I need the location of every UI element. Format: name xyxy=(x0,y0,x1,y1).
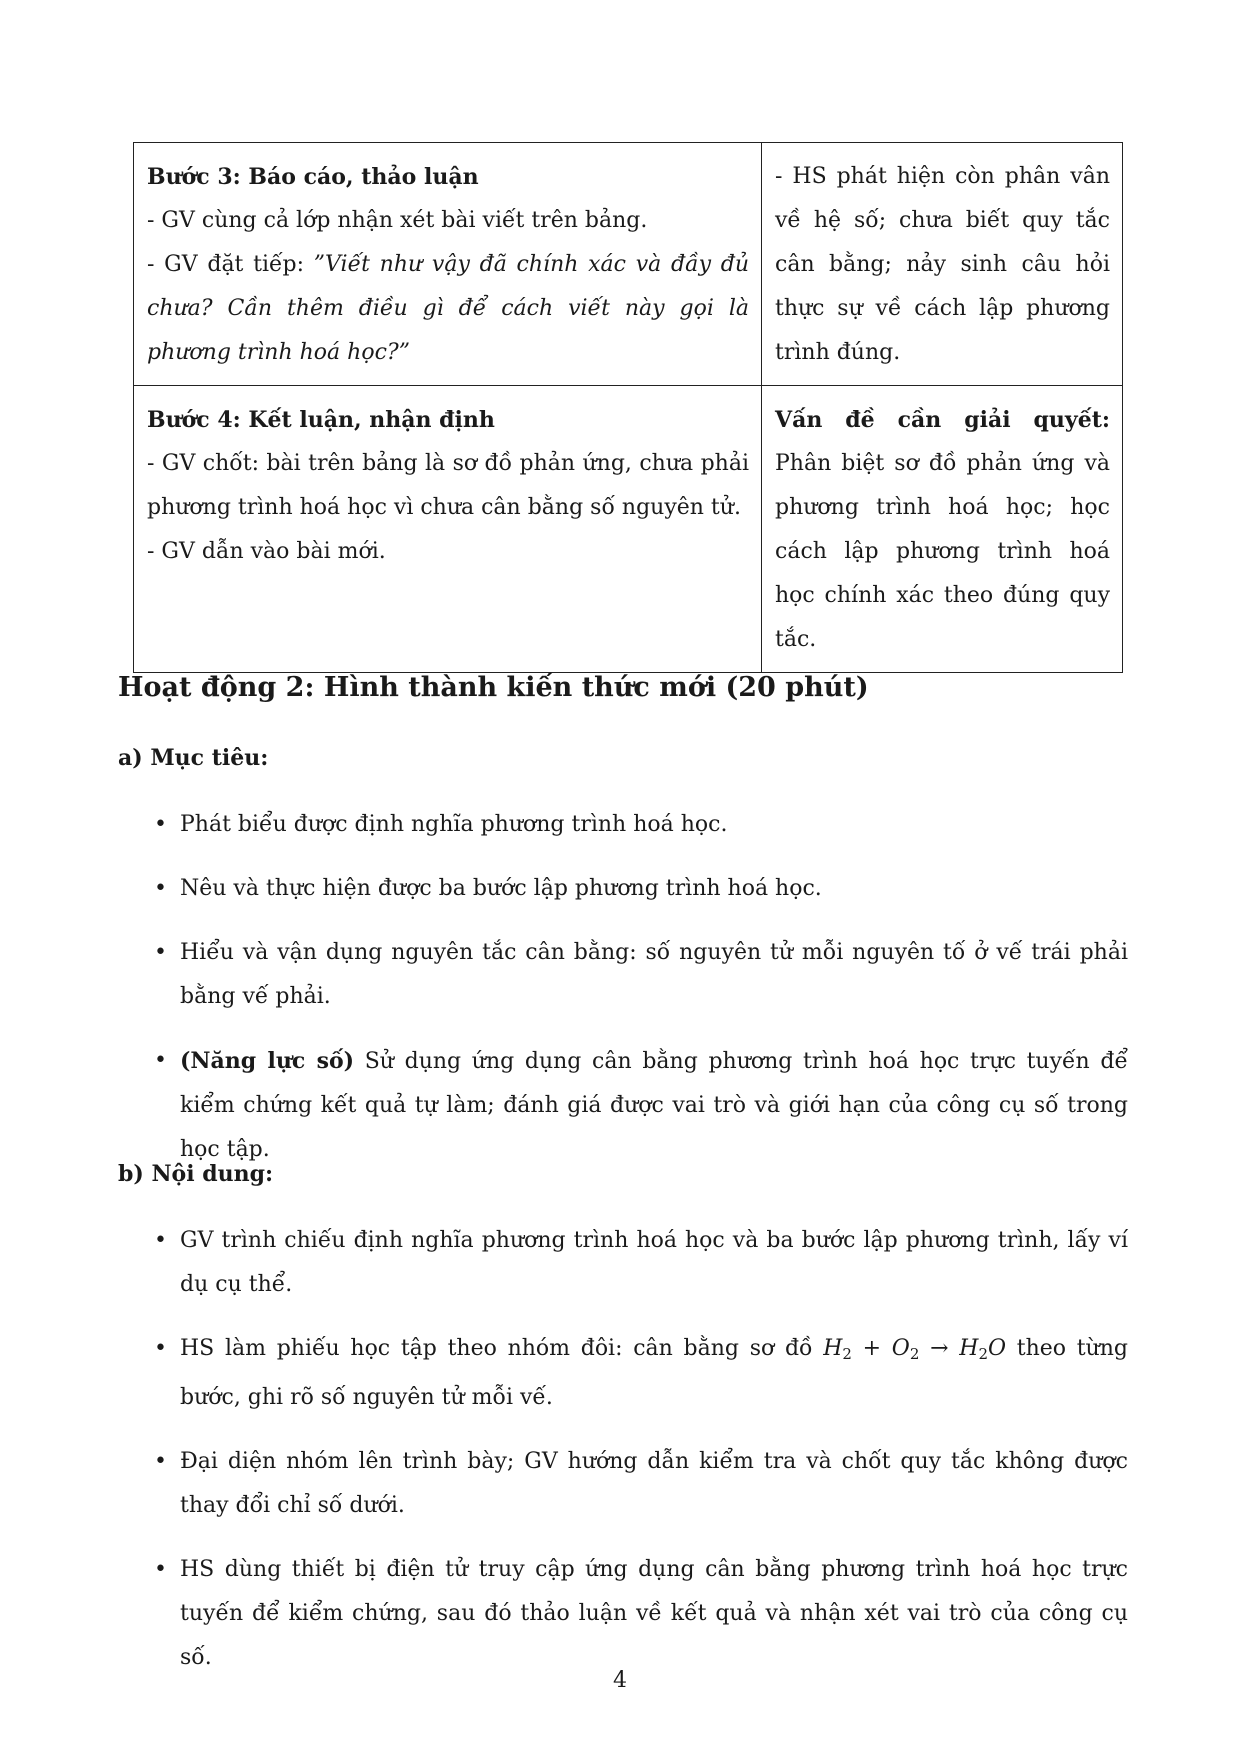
content-title: b) Nội dung: xyxy=(118,1161,274,1187)
table-row xyxy=(134,143,1123,386)
bullet-icon: • xyxy=(154,1048,167,1073)
step-3-line-2 xyxy=(147,243,749,375)
list-item-text: Sử dụng ứng dụng cân bằng phương trình hoá học trực tuyến để kiểm chứng kết quả tự làm; đánh giá được vai trò và giới hạn của công cụ số trong học tập. xyxy=(180,1049,1128,1162)
eq-arrow: → xyxy=(919,1336,960,1361)
eq-o: O xyxy=(987,1336,1007,1361)
eq-o: O xyxy=(891,1336,910,1361)
step-4-title: Bước 4: Kết luận, nhận định xyxy=(147,407,495,433)
activity-table xyxy=(133,142,1123,673)
table-cell-left xyxy=(134,143,762,386)
eq-sub: 2 xyxy=(978,1345,988,1363)
step-3-title: Bước 3: Báo cáo, thảo luận xyxy=(147,164,479,190)
eq-h: H xyxy=(959,1336,979,1361)
table-row xyxy=(134,386,1123,673)
step-3-outcome: - HS phát hiện còn phân vân về hệ số; chưa biết quy tắc cân bằng; nảy sinh câu hỏi thực sự về cách lập phương trình đúng. xyxy=(775,164,1110,365)
list-item-text: Hiểu và vận dụng nguyên tắc cân bằng: số nguyên tử mỗi nguyên tố ở vế trái phải bằng vế phải. xyxy=(180,940,1128,1009)
list-item-text: GV trình chiếu định nghĩa phương trình hoá học và ba bước lập phương trình, lấy ví dụ cụ thể. xyxy=(180,1228,1128,1297)
step-4-line-1: - GV chốt: bài trên bảng là sơ đồ phản ứng, chưa phải phương trình hoá học vì chưa cân bằng số nguyên tử. xyxy=(147,451,749,520)
list-item xyxy=(118,867,1128,911)
list-item-text: Đại diện nhóm lên trình bày; GV hướng dẫn kiểm tra và chốt quy tắc không được thay đổi chỉ số dưới. xyxy=(180,1449,1128,1518)
bullet-icon: • xyxy=(154,1449,167,1474)
bullet-icon: • xyxy=(154,876,167,901)
list-item-text: HS làm phiếu học tập theo nhóm đôi: cân bằng sơ đồ xyxy=(180,1336,824,1361)
list-item-text: Phát biểu được định nghĩa phương trình hoá học. xyxy=(180,812,728,837)
table-cell-left xyxy=(134,386,762,673)
bullet-icon: • xyxy=(154,1557,167,1582)
content-list xyxy=(118,1219,1128,1680)
list-item xyxy=(118,803,1128,847)
list-item-text: HS dùng thiết bị điện tử truy cập ứng dụng cân bằng phương trình hoá học trực tuyến để kiểm chứng, sau đó thảo luận về kết quả và nhận xét vai trò của công cụ số. xyxy=(180,1557,1128,1670)
list-item xyxy=(118,1219,1128,1307)
problem-title: Vấn đề cần giải quyết: xyxy=(775,407,1110,433)
list-item xyxy=(118,931,1128,1019)
list-item-text: theo từng bước, ghi rõ số nguyên tử mỗi vế. xyxy=(180,1336,1128,1410)
step-3-line-1: - GV cùng cả lớp nhận xét bài viết trên bảng. xyxy=(147,208,648,233)
list-item xyxy=(118,1440,1128,1528)
chemical-equation xyxy=(823,1336,1006,1361)
eq-h: H xyxy=(823,1336,843,1361)
bullet-icon: • xyxy=(154,1336,167,1361)
activity-heading: Hoạt động 2: Hình thành kiến thức mới (20 phút) xyxy=(118,672,869,703)
list-item xyxy=(118,1327,1128,1420)
page-number: 4 xyxy=(613,1668,627,1693)
table-cell-right xyxy=(762,386,1123,673)
objectives-title: a) Mục tiêu: xyxy=(118,745,269,771)
step-3-question: ”Viết như vậy đã chính xác và đầy đủ chưa? Cần thêm điều gì để cách viết này gọi là phương trình hoá học?” xyxy=(147,252,749,365)
eq-sub: 2 xyxy=(842,1345,852,1363)
list-item xyxy=(118,1039,1128,1172)
list-item xyxy=(118,1548,1128,1680)
list-item-text: Nêu và thực hiện được ba bước lập phương trình hoá học. xyxy=(180,876,822,901)
eq-sub: 2 xyxy=(909,1345,920,1363)
bullet-icon: • xyxy=(154,940,167,965)
bullet-icon: • xyxy=(154,812,167,837)
table-cell-right xyxy=(762,143,1123,386)
bullet-icon: • xyxy=(154,1228,167,1253)
objectives-list xyxy=(118,803,1128,1172)
step-3-line-2-prefix: - GV đặt tiếp: xyxy=(147,252,314,277)
eq-plus: + xyxy=(851,1336,892,1361)
digital-competence-label: (Năng lực số) xyxy=(180,1048,355,1074)
problem-text: Phân biệt sơ đồ phản ứng và phương trình hoá học; học cách lập phương trình hoá học chính xác theo đúng quy tắc. xyxy=(775,451,1110,652)
step-4-line-2: - GV dẫn vào bài mới. xyxy=(147,539,386,564)
